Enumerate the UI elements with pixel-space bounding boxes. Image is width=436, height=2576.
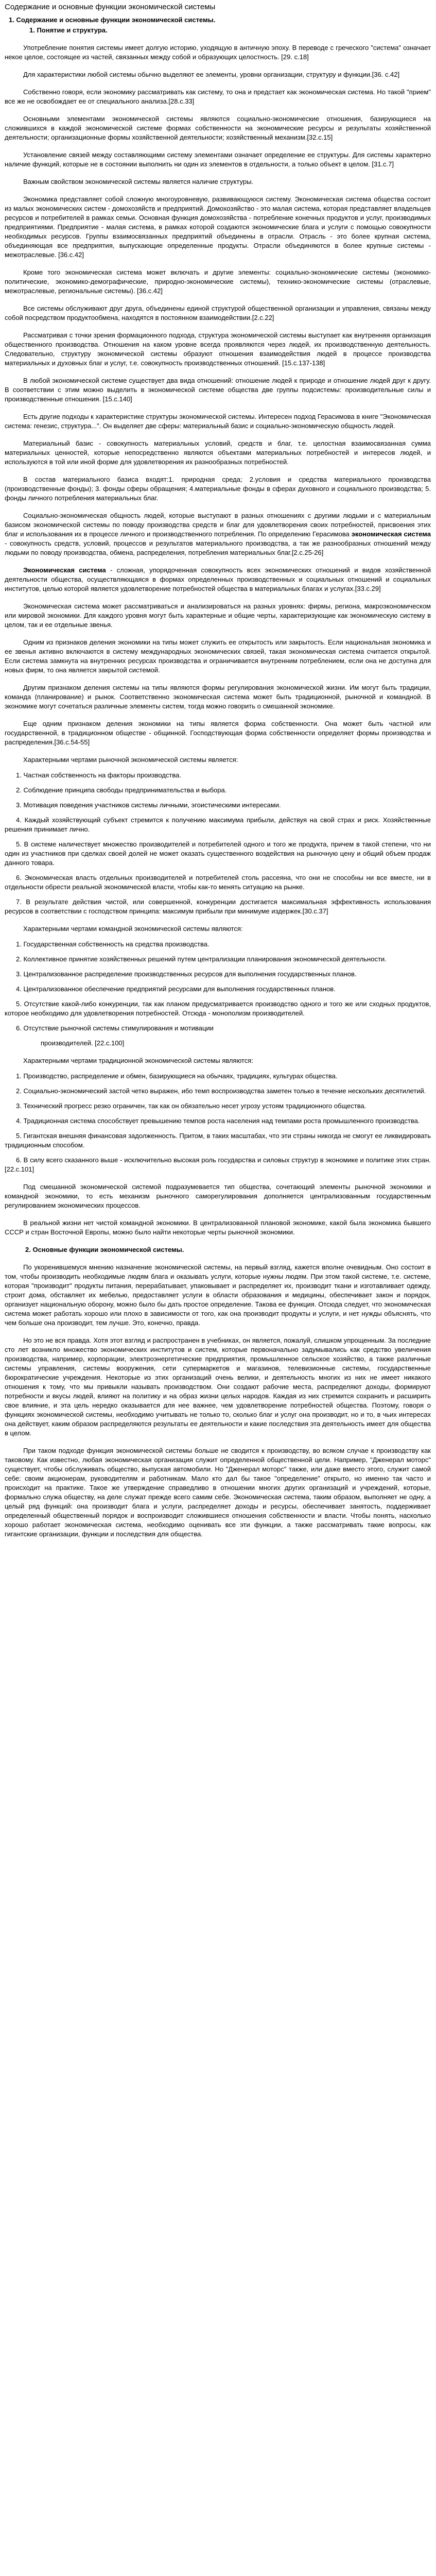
paragraph-functions-approach: При таком подходе функция экономической системы больше не сводится к производству, во всяком случае к производству как таковому. Как известно, любая экономическая организация служит определенной общественной цели. Например, "Дженерал моторс" существует, чтобы обслуживать общество, выпуская автомобили. Но "Дженерал моторс" также, или даже вместо этого, служит самой себе: своим акционерам, руководителям и работникам. Мало кто дал бы такое "определение" открыто, но именно так часто и происходит на практике. Такое же утверждение справедливо в отношении многих других организаций и учреждений, которые, формально служа обществу, на деле служат прежде всего самим себе. Экономическая система, таким образом, выполняет не одну, а целый ряд функций: она производит блага и услуги, распределяет доходы и ресурсы, обеспечивает занятость, поддерживает определенный общественный порядок и воспроизводит сложившиеся отношения собственности и власти. Чтобы понять, насколько хорошо работает экономическая система, необходимо оценивать все эти функции, а также рассматривать такие вопросы, как гигантские организации, функции и последствия для общества. — [5, 1447, 431, 1538]
paragraph-other-elements: Кроме того экономическая система может включать и другие элементы: социально-экономические системы (экономико-политические, экономико-демографические, природно-экономические системы), технико-экономические системы (отраслевые, межотраслевые, региональные системы). [36.с.42] — [5, 268, 431, 295]
market-system-list-item: 6. Экономическая власть отдельных производителей и потребителей столь рассеяна, что они не способны ни все вместе, ни в отдельности обрести реальной экономической власти, чтобы как-то менять ситуацию на рынке. — [5, 874, 431, 891]
market-system-list-item: 2. Соблюдение принципа свободы предпринимательства и выбора. — [16, 786, 227, 794]
definition-text: - совокупность средств, условий, процессов и результатов материального производства, а так же разнообразных отношений между людьми по поводу производства, обмена, распределения, потребления материальных благ.[2.с.25-26] — [5, 539, 431, 556]
market-system-list-item: 3. Мотивация поведения участников системы личными, эгоистическими интересами. — [16, 801, 281, 809]
command-system-list-item: 3. Централизованное распределение производственных ресурсов для выполнения государственных планов. — [16, 970, 357, 978]
paragraph-system-elements: Основными элементами экономической системы являются социально-экономические отношения, базирующиеся на сложившихся в каждой экономической системе формах собственности на экономические ресурсы и результаты хозяйственной деятельности; организационные формы хозяйственной деятельности; хозяйственный механизм.[32.с.15] — [5, 115, 431, 141]
command-system-list-item: 2. Коллективное принятие хозяйственных решений путем централизации планирования экономической деятельности. — [16, 955, 387, 963]
paragraph-system-structure: Установление связей между составляющими систему элементами означает определение ее структуры. Для системы характерно наличие функций, которые не в состоянии выполнить ни один из элементов в отдельности, а только объект в целом. [31.с.7] — [5, 151, 431, 168]
command-system-list-item-continuation: производителей. [22.с.100] — [41, 1039, 125, 1047]
paragraph-structure-property: Важным свойством экономической системы является наличие структуры. — [23, 178, 254, 185]
paragraph-systems-interaction: Все системы обслуживают друг друга, объединены единой структурой общественной организации и управления, связаны между собой посредством продуктообмена, находятся в постоянном взаимодействии.[2.с.22] — [5, 304, 431, 321]
section-2-heading: 2. Основные функции экономической системы. — [25, 1246, 184, 1253]
definition-term: Экономическая система — [23, 566, 106, 574]
command-system-list-item: 4. Централизованное обеспечение предприятий ресурсами для выполнения государственных планов. — [16, 985, 336, 993]
definition-term: экономическая система — [351, 530, 431, 538]
command-system-list-item: 1. Государственная собственность на средства производства. — [16, 940, 210, 948]
section-1-heading: 1. Содержание и основные функции экономической системы. — [9, 16, 216, 24]
paragraph-analysis-levels: Экономическая система может рассматриваться и анализироваться на разных уровнях: фирмы, региона, макроэкономическом или мировой экономики. Для каждого уровня могут быть характерные и общие черты, характеризующие как экономическую систему в целом, так и ее отдельные звенья. — [5, 602, 431, 629]
command-system-list-item: 6. Отсутствие рыночной системы стимулирования и мотивации — [16, 1024, 214, 1032]
paragraph-material-base: Материальный базис - совокупность материальных условий, средств и благ, т.е. целостная взаимосвязанная сумма материальных ценностей, которые непосредственно являются объектами материальных потребностей и интересов людей, и используются в той или иной форме для удовлетворения их разнообразных потребностей. — [5, 439, 431, 466]
paragraph-multilevel-economy: Экономика представляет собой сложную многоуровневую, развивающуюся систему. Экономическая система общества состоит из малых экономических систем - домохозяйств и предприятий. Домохозяйство - это малая система, которая представляет владельцев ресурсов и потребителей в рамках семьи. Основная функция домохозяйства - потребление конечных продуктов и услуг, производимых предприятиями. Предприятие - малая система, в рамках которой создаются экономические блага и услуги с помощью совокупности необходимых ресурсов. Группы взаимосвязанных предприятий объединены в отрасли. Отрасль - это более крупная система, объединяющая все предприятия, выпускающие определенные продукты. Отрасли объединяются в более крупные системы - межотраслевые. [36.с.42] — [5, 195, 431, 259]
paragraph-economic-system-definition — [5, 566, 431, 594]
paragraph-gerasimov-definition — [5, 511, 431, 557]
paragraph-ownership-forms: Еще одним признаком деления экономики на типы является форма собственности. Она может быть частной или государственной, в традиционном обществе - общинной. Господствующая форма собственности определяет формы производства и распределения.[36.с.54-55] — [5, 720, 431, 746]
market-system-list-item: 1. Частная собственность на факторы производства. — [16, 771, 181, 779]
paragraph-system-characteristics: Для характеристики любой системы обычно выделяют ее элементы, уровни организации, структуру и функции.[36. с.42] — [23, 71, 400, 78]
market-system-list-intro: Характерными чертами рыночной экономической системы является: — [23, 756, 238, 764]
traditional-system-list-item: 3. Технический прогресс резко ограничен, так как он обязательно несет угрозу устоям традиционного общества. — [16, 1102, 367, 1110]
traditional-system-list-intro: Характерными чертами традиционной экономической системы являются: — [23, 1057, 253, 1064]
paragraph-real-economy: В реальной жизни нет чистой командной экономики. В централизованной плановой экономике, какой была экономика бывшего СССР и стран Восточной Европы, можно было найти некоторые черты рыночной экономики. — [5, 1219, 431, 1236]
paragraph-not-whole-truth: Но это не вся правда. Хотя этот взгляд и распространен в учебниках, он является, пожалуй, слишком упрощенным. За последние сто лет возникло множество экономических институтов и систем, которые первоначально задумывались как средство увеличения производства, например, корпорации, электроэнергетические предприятия, промышленное сельское хозяйство, а также различные системы управления, системы вооружения, сети супермаркетов и магазинов, телевизионные системы, государственные бюрократические учреждения. Некоторые из этих организаций очень велики, и деятельность многих из них не имеет никакого отношения к тому, что мы привыкли называть производством. Они создают рабочие места, распределяют доходы, формируют потребности и вкусы людей, влияют на политику и на образ жизни целых народов. Каждая из них стремится сохранить и расширить свое влияние, и эта цель нередко оказывается для нее важнее, чем удовлетворение потребностей общества. Поэтому, говоря о функциях экономической системы, необходимо учитывать не только то, сколько благ и услуг она производит, но и то, в чьих интересах она действует, каким образом распределяются результаты ее деятельности и какие последствия эта деятельность имеет для общества в целом. — [5, 1336, 431, 1437]
paragraph-regulation-forms: Другим признаком деления системы на типы являются формы регулирования экономической жизни. Им могут быть традиции, команда (планирование) и рынок. Соответственно экономическая система может быть традиционной, рыночной и командной. В экономике могут сочетаться различные элементы систем, тогда можно говорить о смешанной экономике. — [5, 684, 431, 710]
paragraph-economy-as-system: Собственно говоря, если экономику рассматривать как систему, то она и предстает как экономическая система. Но такой "прием" все же не освобождает ее от специального анализа.[28.с.33] — [5, 88, 431, 105]
paragraph-open-closed-economy: Одним из признаков деления экономики на типы может служить ее открытость или закрытость. Если национальная экономика и ее звенья активно включаются в систему международных экономических связей, такая экономическая система считается открытой. Если система замкнута на внутренних ресурсах производства и ограничивается внутренним потреблением, если она не доступна для новых фирм, то она является закрытой системой. — [5, 638, 431, 674]
definition-lead-text: Социально-экономическая общность людей, которые выступают в разных отношениях с другими людьми и с материальным базисом экономической системы по поводу производства средств и благ для удовлетворения своих потребностей, присвоения этих благ и использования их в процессе личного и производственного потребления. По определению Герасимова — [5, 512, 431, 538]
traditional-system-list-item: 2. Социально-экономический застой четко выражен, ибо темп воспроизводства заметен только в течение нескольких десятилетий. — [16, 1087, 426, 1095]
traditional-system-list-item: 1. Производство, распределение и обмен, базирующиеся на обычаях, традициях, культурах общества. — [16, 1072, 338, 1080]
market-system-list-item: 5. В системе наличествует множество производителей и потребителей одного и того же продукта, причем в такой степени, что ни один из участников при сделках своей долей не может оказать существенного воздействия на рыночную цену и общий объем продаж данного товара. — [5, 840, 431, 867]
paragraph-material-base-composition: В состав материального базиса входят:1. природная среда; 2.условия и средства материального производства (производственные фонды); 3. фонды сферы обращения; 4.материальные фонды в сферах духовного и социального производства; 5. фонды личного потребления материальных благ. — [5, 476, 431, 502]
paragraph-formation-approach: Рассматривая с точки зрения формационного подхода, структура экономической системы выступает как внутренняя организация общественного производства. Отношения на каком уровне всегда проявляются через людей, их производственную деятельность. Следовательно, структуру экономической системы образуют отношения взаимодействия людей в процессе производства материальных и духовных благ и услуг, т.е. совокупность производственных отношений. [15.с.137-138] — [5, 331, 431, 367]
paragraph-common-view-of-functions: По укоренившемуся мнению назначение экономической системы, на первый взгляд, кажется вполне очевидным. Оно состоит в том, чтобы производить необходимые людям блага и оказывать услуги, которые нужны людям. При этом такой системе, т.е. системе, которая "производит" продукты питания, перерабатывает, упаковывает и распределяет их, производит ткани и изготавливает одежду, строит дома, обставляет их мебелью, предоставляет услуги в области образования и медицины, обеспечивает закон и порядок, организует национальную оборону, можно было бы дать простое определение. Такова ее функция. Отсюда следует, что экономическая система может работать хорошо или плохо в зависимости от того, как она производит продукты и услуги, и нет нужды объяснять, что чем больше она производит, тем лучше. Это, конечно, правда. — [5, 1263, 431, 1327]
document-title: Содержание и основные функции экономической системы — [5, 3, 216, 11]
paragraph-mixed-economy: Под смешанной экономической системой подразумевается тип общества, сочетающий элементы рыночной экономики и командной экономики, то есть механизм рыночного саморегулирования дополняется централизованным государственным регулированием экономических процессов. — [5, 1183, 431, 1209]
traditional-system-list-item: 6. В силу всего сказанного выше - исключительно высокая роль государства и силовых структур в экономике и политике этих стран.[22.с.101] — [5, 1156, 431, 1173]
definition-text: - сложная, упорядоченная совокупность всех экономических отношений и видов хозяйственной деятельности общества, осуществляющаяся в формах определенных производственных и социальных отношений и социальных институтов, целью которой является удовлетворение потребностей общества в материальных благах и услугах.[33.с.29] — [5, 566, 431, 592]
traditional-system-list-item: 5. Гигантская внешняя финансовая задолженность. Притом, в таких масштабах, что эти страны никогда не смогут ее ликвидировать традиционным способом. — [5, 1132, 431, 1149]
paragraph-gerasimov-approach: Есть другие подходы к характеристике структуры экономической системы. Интересен подход Герасимова в книге "Экономическая система: генезис, структура...". Он выделяет две сферы: материальный базис и социально-экономическую общность людей. — [5, 413, 431, 430]
subsection-concept-structure-heading: 1. Понятие и структура. — [29, 26, 108, 34]
command-system-list-intro: Характерными чертами командной экономической системы являются: — [23, 925, 243, 933]
command-system-list-item: 5. Отсутствие какой-либо конкуренции, так как планом предусматривается производство одного и того же или сходных продуктов, которое необходимо для удовлетворения потребностей. Отсюда - монополизм производителей. — [5, 1000, 431, 1017]
paragraph-two-relations: В любой экономической системе существует два вида отношений: отношение людей к природе и отношение людей друг к другу. В соответствии с этим можно выделить в экономической системе общества две группы подсистемы: производительные силы и производственные отношения. [15.с.140] — [5, 377, 431, 403]
market-system-list-item: 7. В результате действия чистой, или совершенной, конкуренции достигается максимальная эффективность использования ресурсов в соответствии с господством принципа: максимум прибыли при минимуме издержек.[30.с.37] — [5, 898, 431, 915]
traditional-system-list-item: 4. Традиционная система способствует превышению темпов роста населения над темпами роста промышленного производства. — [16, 1117, 420, 1125]
market-system-list-item: 4. Каждый хозяйствующий субъект стремится к получению максимума прибыли, действуя на свой страх и риск. Хозяйственные решения принимает лично. — [5, 816, 431, 833]
paragraph-system-concept: Употребление понятия системы имеет долгую историю, уходящую в античную эпоху. В переводе с греческого "система" означает некое целое, состоящее из частей, связанных между собой и образующих целостность. [29. с.18] — [5, 44, 431, 61]
